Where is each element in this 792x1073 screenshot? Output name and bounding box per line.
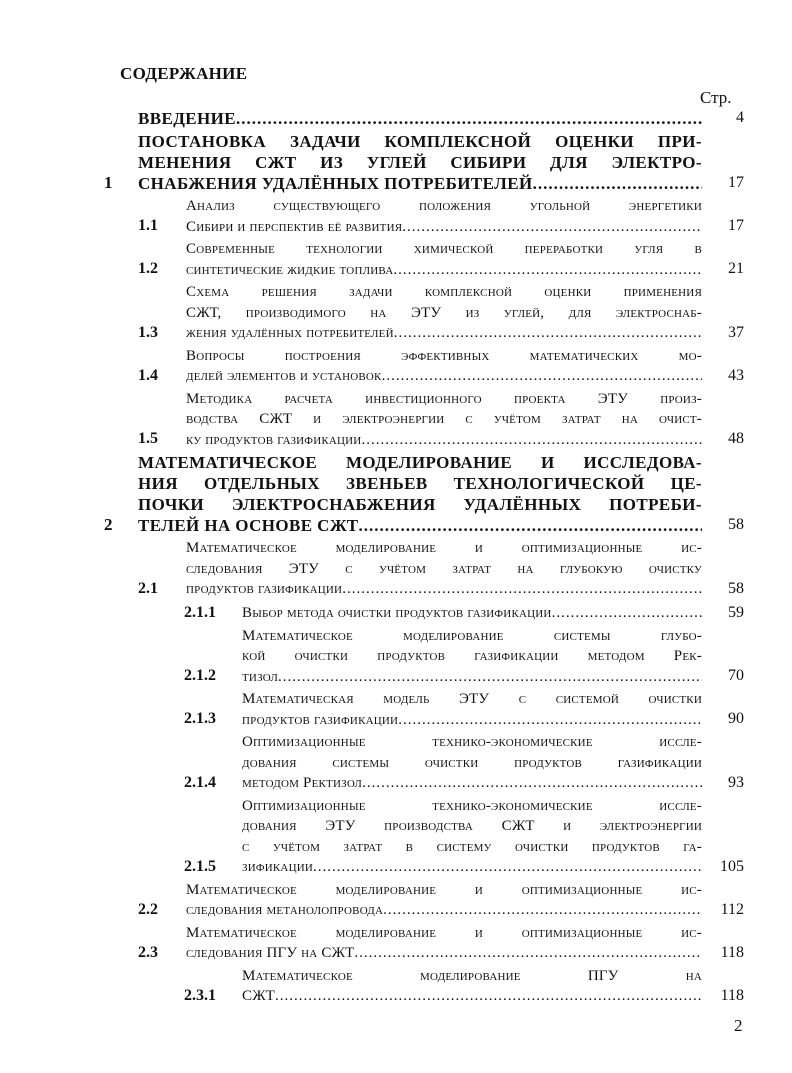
toc-entry-page: 17 (728, 217, 744, 234)
toc-entry-title (242, 796, 702, 878)
toc-entry-number: 2.1.1 (184, 603, 216, 621)
toc-entry-line-text: Математическое моделирование ПГУ на (242, 967, 702, 984)
toc-entry-line-text: следования ЭТУ с учётом затрат на глубокую очистку (186, 560, 702, 577)
toc-entry-number: 1 (104, 173, 113, 192)
toc-entry-title (186, 923, 702, 964)
toc-entry-line (138, 515, 702, 536)
toc-entry-line (138, 173, 702, 194)
toc-entry-line-text: кой очистки продуктов газификации методом Рек- (242, 648, 702, 664)
toc-entry (104, 346, 744, 387)
toc-entry-line (242, 626, 702, 647)
toc-entry-line-text: тизол (242, 668, 279, 685)
toc-entry-line-text: ку продуктов газификации (186, 431, 362, 448)
toc-entry (104, 689, 744, 730)
toc-entry-line (242, 773, 702, 794)
toc-entry-number: 1.5 (138, 430, 158, 447)
toc-entry-number: 2.1.2 (184, 667, 216, 684)
dot-leader (313, 859, 702, 875)
toc-entry-line-text: Анализ существующего положения угольной энергетики (186, 198, 702, 214)
toc-entry-number: 2.1 (138, 579, 158, 597)
toc-entry-line-text: Выбор метода очистки продуктов газификации (242, 605, 552, 621)
toc-entry-line-text: зификации (242, 859, 314, 875)
toc-entry (104, 389, 744, 451)
toc-entry (104, 538, 744, 600)
toc-entry-line-text: дования ЭТУ производства СЖТ и электроэнергии (242, 818, 702, 834)
toc-entry-line-text: Математическое моделирование и оптимизационные ис- (186, 924, 702, 941)
toc-entry-line-text: синтетические жидкие топлива (186, 261, 394, 278)
dot-leader (394, 325, 702, 341)
toc-entry-line-text: следования метанолопровода (186, 902, 384, 918)
toc-entry-line (242, 816, 702, 837)
toc-entry (104, 732, 744, 794)
page-number: 2 (734, 1016, 743, 1035)
toc-entry-line-text: Математическое моделирование системы глубо- (242, 627, 702, 644)
toc-entry-number: 1.3 (138, 323, 158, 341)
toc-entry-number: 2.3.1 (184, 986, 216, 1004)
toc-entry-line-text: Оптимизационные технико-экономические иссле- (242, 797, 702, 814)
toc-entry-title (242, 732, 702, 794)
toc-entry-page: 21 (728, 260, 744, 277)
toc-entry-line (186, 538, 702, 559)
dot-leader (342, 581, 702, 597)
toc-entry-line-text: Математическое моделирование и оптимизационные ис- (186, 881, 702, 898)
toc-entry-line (186, 559, 702, 580)
toc-entry-line-text: дования системы очистки продуктов газификации (242, 754, 702, 771)
dot-leader (275, 988, 702, 1004)
dot-leader (382, 368, 702, 384)
toc-entry-line (242, 646, 702, 667)
dot-leader (393, 262, 702, 278)
toc-entry-line (242, 667, 702, 688)
toc-entry-line-text: НИЯ ОТДЕЛЬНЫХ ЗВЕНЬЕВ ТЕХНОЛОГИЧЕСКОЙ ЦЕ- (138, 474, 702, 493)
toc-entry-page: 59 (728, 603, 744, 621)
toc-entry-page: 48 (728, 430, 744, 447)
dot-leader (552, 605, 702, 621)
toc-entry-page: 37 (728, 323, 744, 341)
toc-entry-line-text: следования ПГУ на СЖТ (186, 945, 355, 961)
toc-entry-line-text: ВВЕДЕНИЕ (138, 109, 237, 128)
toc-entry-line-text: Вопросы построения эффективных математических мо- (186, 347, 702, 364)
toc-entry-line (186, 346, 702, 367)
toc-entry-page: 58 (728, 516, 744, 533)
toc-entry-line (186, 196, 702, 217)
toc-entry-line (138, 152, 702, 173)
dot-leader (354, 945, 702, 961)
toc-entry-page: 58 (728, 579, 744, 597)
toc-entry-page: 118 (720, 986, 744, 1004)
toc-entry-line-text: водства СЖТ и электроэнергии с учётом затрат на очист- (186, 411, 702, 427)
toc-entry (104, 452, 744, 536)
toc-entry-line (242, 796, 702, 817)
toc-entry-line (242, 732, 702, 753)
toc-entry (104, 107, 744, 129)
toc-entry-title (138, 452, 702, 536)
toc-entry-line (138, 452, 702, 473)
toc-entry-line (138, 473, 702, 494)
toc-entry-page: 4 (736, 109, 744, 126)
toc-entry-line (242, 966, 702, 987)
toc-entry-number: 2.1.4 (184, 773, 216, 791)
dot-leader (278, 669, 702, 685)
toc-entry-line-text: делей элементов и установок (186, 368, 382, 384)
toc-entry-line-text: методом Ректизол (242, 775, 363, 791)
toc-entry-line-text: СНАБЖЕНИЯ УДАЛЁННЫХ ПОТРЕБИТЕЛЕЙ (138, 174, 533, 193)
toc-entry-title (242, 689, 702, 730)
toc-entry-line-text: с учётом затрат в систему очистки продуктов га- (242, 838, 702, 855)
toc-entry-page: 17 (728, 174, 744, 191)
toc-entry-title (186, 196, 702, 237)
toc-entry-page: 43 (728, 366, 744, 384)
toc-entry-number: 2.1.3 (184, 710, 216, 727)
toc-entry-line (242, 710, 702, 731)
toc-entry-title (186, 239, 702, 280)
toc-entry-line (186, 880, 702, 901)
toc-entry-line-text: Математическое моделирование и оптимизационные ис- (186, 540, 702, 556)
toc-entry-line (186, 579, 702, 600)
toc-entry-number: 2.2 (138, 900, 158, 918)
toc-entry-line-text: МЕНЕНИЯ СЖТ ИЗ УГЛЕЙ СИБИРИ ДЛЯ ЭЛЕКТРО- (138, 153, 702, 172)
toc-entry-line (186, 239, 702, 260)
page-title: СОДЕРЖАНИЕ (120, 64, 248, 83)
dot-leader (533, 174, 702, 193)
toc-entry-line (138, 131, 702, 152)
toc-entry-line-text: Математическая модель ЭТУ с системой очистки (242, 691, 702, 707)
toc-entry-line (186, 923, 702, 944)
toc-entry-page: 93 (728, 773, 744, 791)
toc-entry-line-text: СЖТ (242, 988, 275, 1004)
toc-entry-line-text: продуктов газификации (242, 711, 399, 728)
toc-entry-line (186, 323, 702, 344)
toc-entry-line-text: МАТЕМАТИЧЕСКОЕ МОДЕЛИРОВАНИЕ И ИССЛЕДОВА- (138, 453, 702, 472)
toc-entry-title (186, 346, 702, 387)
toc-entry (104, 239, 744, 280)
dot-leader (398, 712, 702, 728)
toc-entry-line (242, 986, 702, 1007)
toc-entry-page: 118 (720, 943, 744, 961)
toc-entry-line (242, 837, 702, 858)
toc-entry-page: 90 (728, 710, 744, 727)
toc-entry-page: 105 (720, 857, 744, 875)
toc-entry-number: 1.1 (138, 217, 158, 234)
toc-entry-line-text: жения удалённых потребителей (186, 325, 394, 341)
toc-entry-title (186, 282, 702, 344)
toc-entry-line (186, 409, 702, 430)
toc-entry-line (186, 943, 702, 964)
toc-entry-number: 2 (104, 515, 113, 534)
toc-entry-line (186, 900, 702, 921)
dot-leader (361, 432, 702, 448)
toc-entry (104, 796, 744, 878)
toc-entry (104, 602, 744, 624)
toc-entry (104, 626, 744, 688)
toc-entry (104, 966, 744, 1007)
toc-entry-number: 2.1.5 (184, 857, 216, 875)
toc-entry-line (186, 282, 702, 303)
toc-entry-line-text: ПОЧКИ ЭЛЕКТРОСНАБЖЕНИЯ УДАЛЁННЫХ ПОТРЕБИ- (138, 495, 702, 514)
toc-entry-line (242, 603, 702, 624)
toc-entry-line-text: Современные технологии химической переработки угля в (186, 241, 702, 257)
toc-entry-line-text: продуктов газификации (186, 581, 343, 597)
toc-entry-title (138, 108, 702, 129)
dot-leader (383, 902, 702, 918)
dot-leader (359, 516, 703, 535)
toc-entry-line (138, 108, 702, 129)
toc-entry-number: 2.3 (138, 943, 158, 961)
toc-entry-page: 112 (720, 900, 744, 918)
table-of-contents (104, 107, 744, 1007)
toc-entry-title (186, 538, 702, 600)
toc-entry-title (242, 626, 702, 688)
toc-entry-number: 1.4 (138, 366, 158, 384)
toc-entry-line (186, 389, 702, 410)
dot-leader (362, 775, 702, 791)
toc-entry (104, 880, 744, 921)
toc-entry-line-text: СЖТ, производимого на ЭТУ из углей, для электроснаб- (186, 304, 702, 321)
toc-entry-title (186, 389, 702, 451)
dot-leader (236, 109, 702, 128)
dot-leader (402, 219, 702, 235)
toc-entry-title (242, 966, 702, 1007)
toc-entry-line-text: Сибири и перспектив её развития (186, 218, 403, 235)
toc-entry-line (186, 430, 702, 451)
toc-entry-line-text: Оптимизационные технико-экономические иссле- (242, 734, 702, 750)
toc-entry (104, 923, 744, 964)
toc-entry-number: 1.2 (138, 260, 158, 277)
toc-entry (104, 131, 744, 194)
toc-entry-number (104, 128, 138, 129)
toc-entry-line (186, 303, 702, 324)
toc-entry-line-text: ПОСТАНОВКА ЗАДАЧИ КОМПЛЕКСНОЙ ОЦЕНКИ ПРИ- (138, 132, 702, 151)
toc-entry-page: 70 (728, 667, 744, 684)
toc-entry-title (242, 603, 702, 624)
toc-entry-line (138, 494, 702, 515)
page-column-label: Стр. (700, 88, 732, 107)
toc-entry-title (186, 880, 702, 921)
toc-entry (104, 196, 744, 237)
toc-entry (104, 282, 744, 344)
toc-entry-line (186, 217, 702, 238)
toc-entry-line-text: ТЕЛЕЙ НА ОСНОВЕ СЖТ (138, 516, 359, 535)
toc-entry-line (242, 857, 702, 878)
toc-entry-line (242, 689, 702, 710)
toc-entry-line-text: Схема решения задачи комплексной оценки применения (186, 284, 702, 300)
toc-entry-line (242, 753, 702, 774)
toc-entry-line (186, 260, 702, 281)
toc-entry-title (138, 131, 702, 194)
toc-entry-line-text: Методика расчета инвестиционного проекта ЭТУ произ- (186, 390, 702, 407)
toc-entry-line (186, 366, 702, 387)
